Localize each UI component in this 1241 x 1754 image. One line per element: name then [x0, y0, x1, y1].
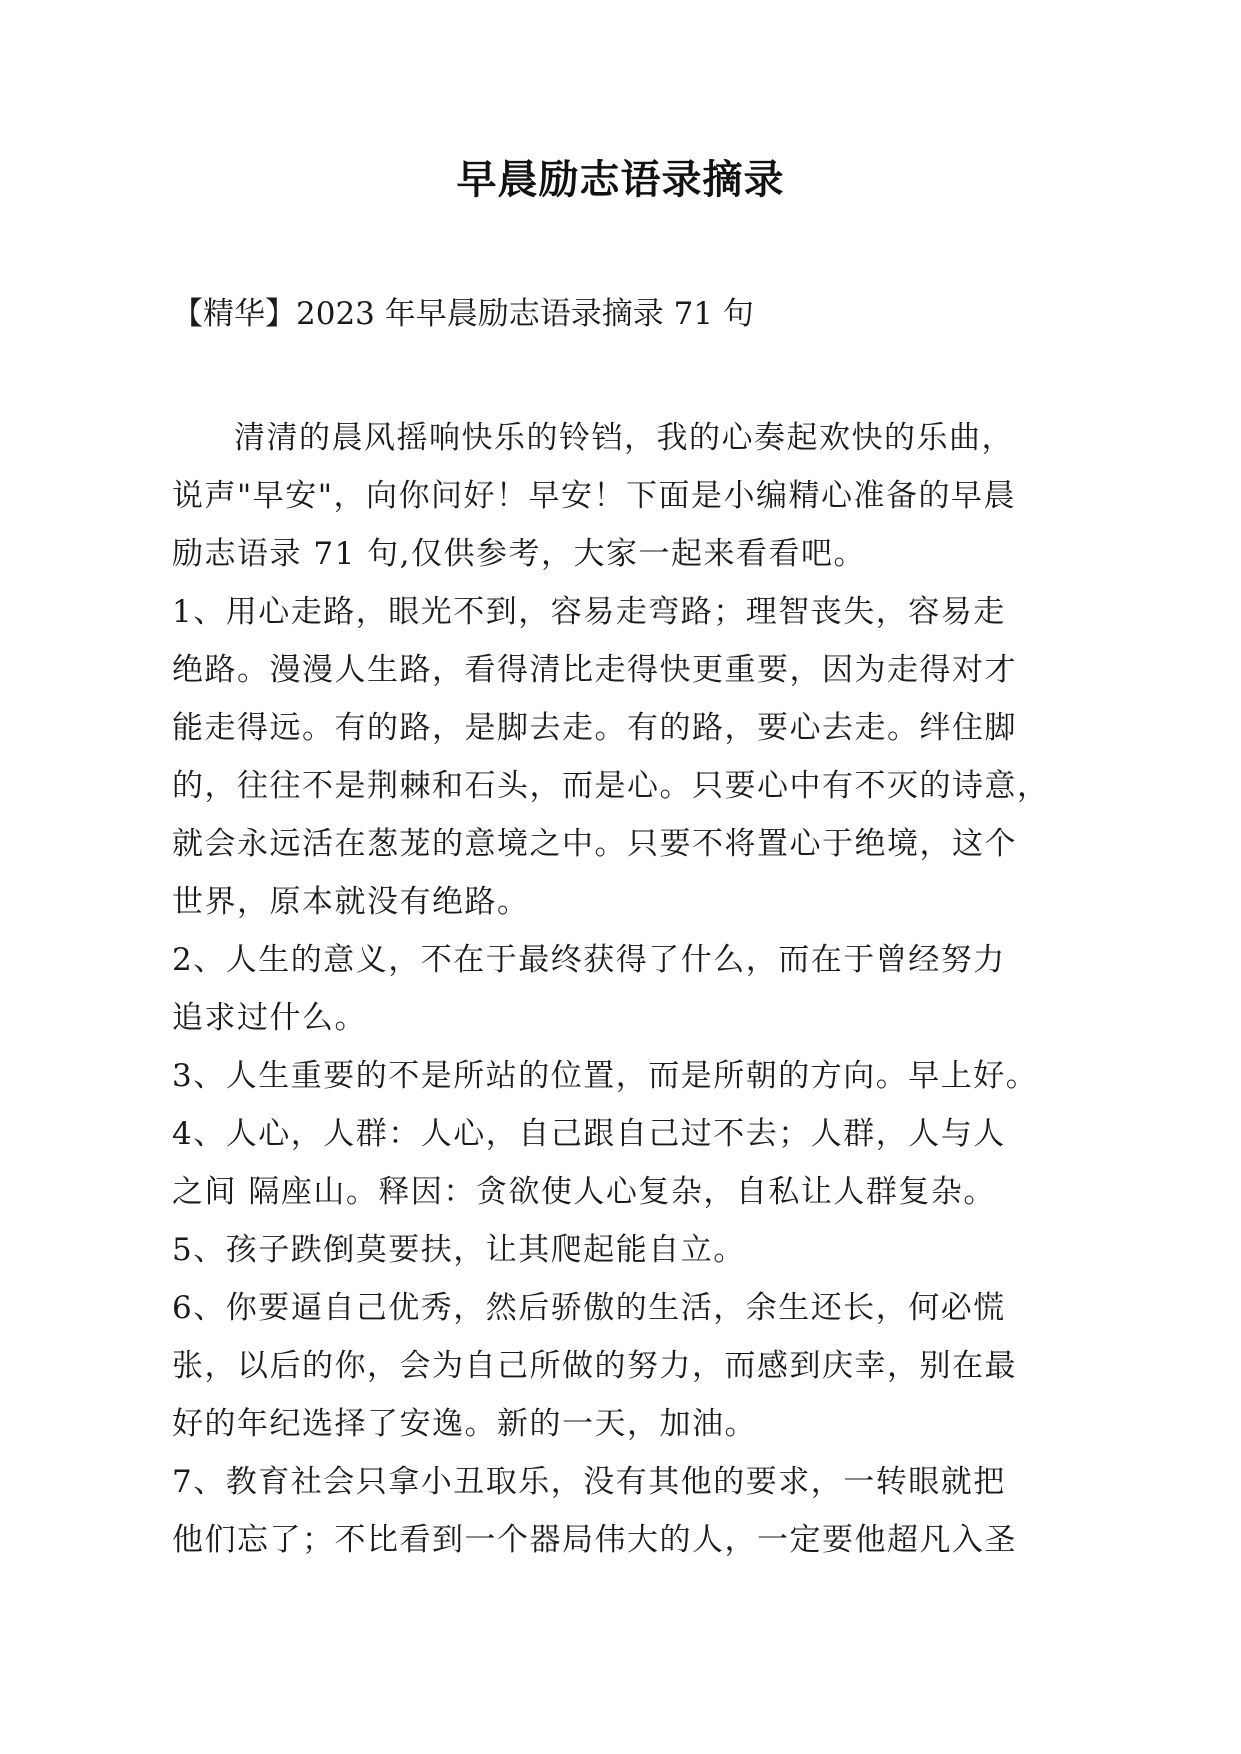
quote-item-1	[172, 583, 1072, 931]
intro-paragraph	[172, 409, 1072, 583]
quote-line: 1、用心走路，眼光不到，容易走弯路；理智丧失，容易走	[172, 594, 1006, 630]
quote-line: 他们忘了；不比看到一个器局伟大的人，一定要他超凡入圣	[172, 1522, 1017, 1558]
quote-line: 张，以后的你，会为自己所做的努力，而感到庆幸，别在最	[172, 1348, 1017, 1384]
quote-item-5	[172, 1221, 1072, 1279]
quote-line: 的，往往不是荆棘和石头，而是心。只要心中有不灭的诗意，	[172, 768, 1050, 804]
quote-line: 6、你要逼自己优秀，然后骄傲的生活，余生还长，何必慌	[172, 1290, 1006, 1326]
document-body	[172, 409, 1072, 1569]
quote-line: 世界，原本就没有绝路。	[172, 884, 530, 920]
quote-item-6	[172, 1279, 1072, 1453]
intro-line: 励志语录 71 句,仅供参考，大家一起来看看吧。	[172, 536, 867, 572]
quote-line: 绝路。漫漫人生路，看得清比走得快更重要，因为走得对才	[172, 652, 1017, 688]
quote-item-7	[172, 1453, 1072, 1569]
quote-line: 好的年纪选择了安逸。新的一天，加油。	[172, 1406, 757, 1442]
intro-line: 清清的晨风摇响快乐的铃铛，我的心奏起欢快的乐曲，	[234, 420, 1014, 456]
document-title: 早晨励志语录摘录	[456, 156, 785, 203]
quote-line: 4、人心，人群：人心，自己跟自己过不去；人群，人与人	[172, 1116, 1006, 1152]
quote-line: 就会永远活在葱茏的意境之中。只要不将置心于绝境，这个	[172, 826, 1017, 862]
quote-line: 7、教育社会只拿小丑取乐，没有其他的要求，一转眼就把	[172, 1464, 1006, 1500]
quote-line: 能走得远。有的路，是脚去走。有的路，要心去走。绊住脚	[172, 710, 1017, 746]
quote-line: 3、人生重要的不是所站的位置，而是所朝的方向。早上好。	[172, 1058, 1039, 1094]
quote-item-4	[172, 1105, 1072, 1221]
intro-line: 说声"早安"，向你问好！早安！下面是小编精心准备的早晨	[172, 478, 1017, 514]
quote-line: 2、人生的意义，不在于最终获得了什么，而在于曾经努力	[172, 942, 1006, 978]
quote-line: 5、孩子跌倒莫要扶，让其爬起能自立。	[172, 1232, 746, 1268]
quote-line: 之间 隔座山。释因：贪欲使人心复杂，自私让人群复杂。	[172, 1174, 996, 1210]
quote-line: 追求过什么。	[172, 1000, 367, 1036]
quote-item-3	[172, 1047, 1072, 1105]
quote-item-2	[172, 931, 1072, 1047]
document-subtitle: 【精华】2023 年早晨励志语录摘录 71 句	[172, 296, 754, 332]
